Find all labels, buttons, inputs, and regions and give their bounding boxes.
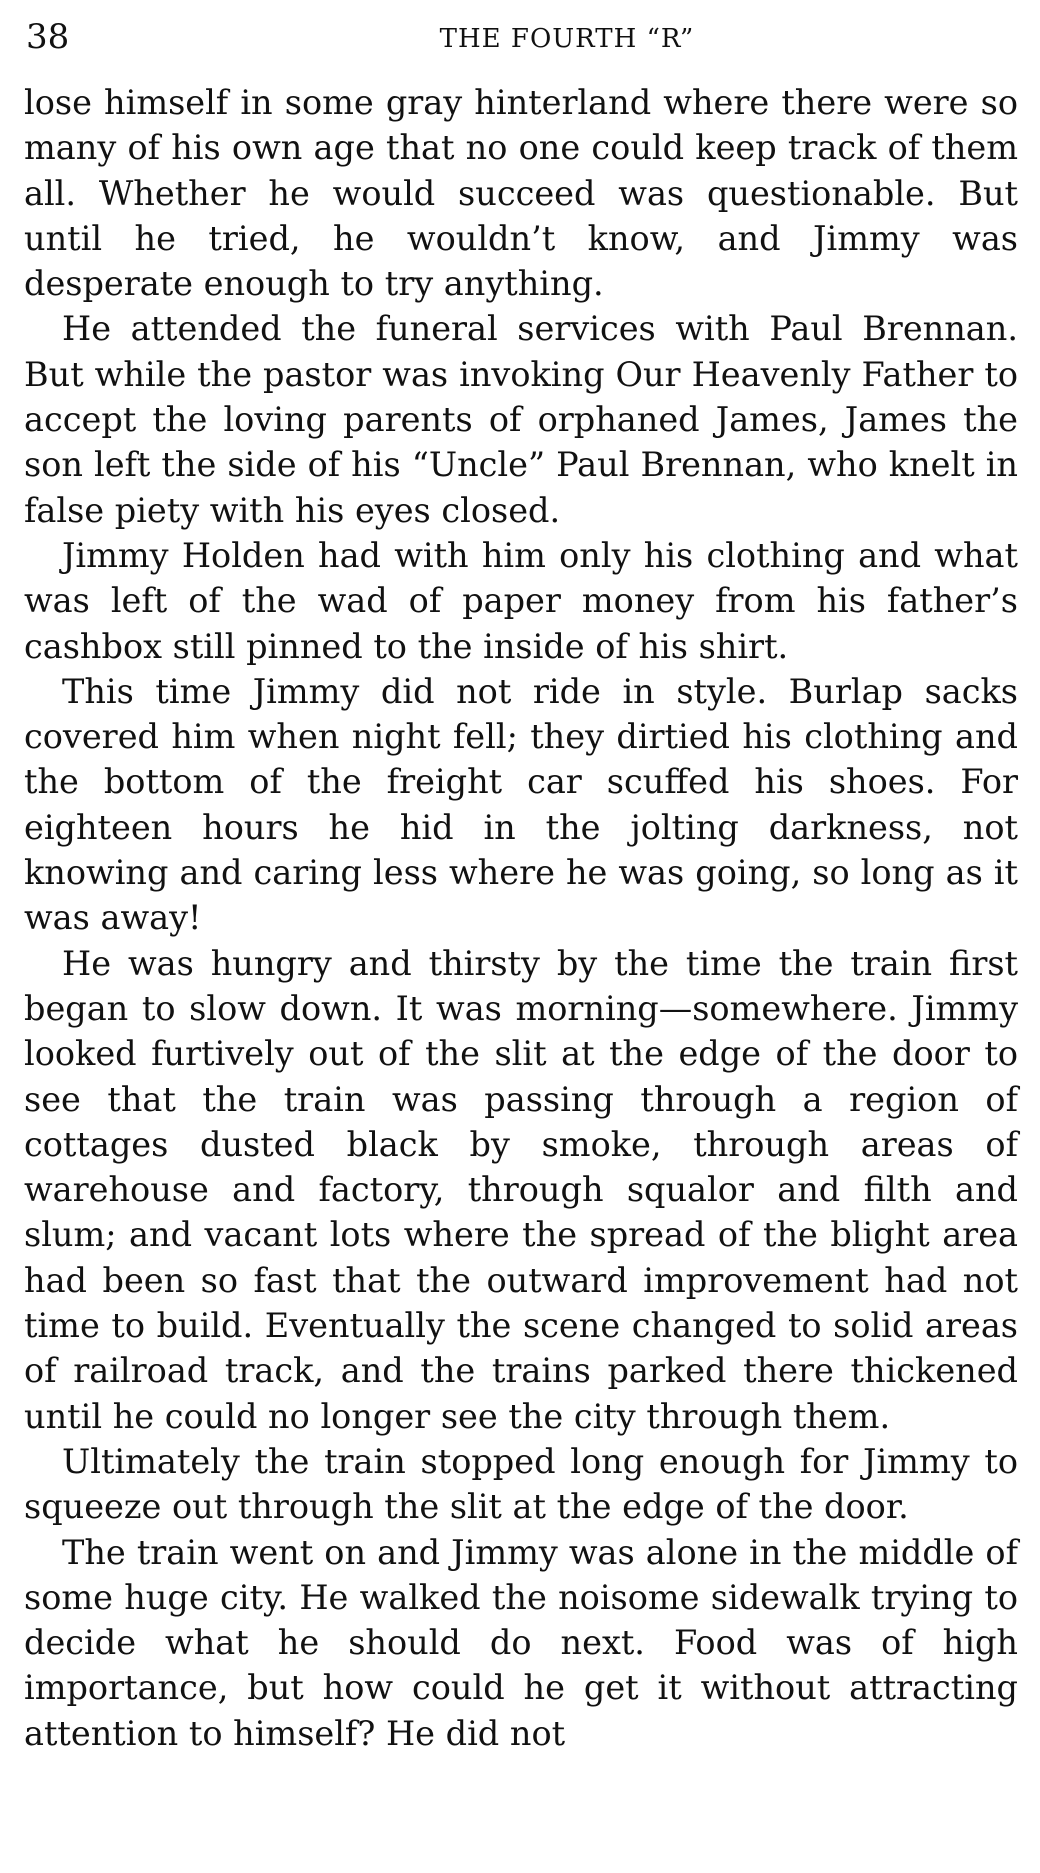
paragraph: This time Jimmy did not ride in style. Burlap sacks covered him when night fell; they dirtied his clothing and the bottom of the freight car scuffed his shoes. For eighteen hours he hid in the jolting darkness, not knowing and caring less where he was going, so long as it was away! [24,671,1018,938]
paragraph: lose himself in some gray hinterland where there were so many of his own age that no one could keep track of them all. Whether he would succeed was questionable. But until he tried, he wouldn’t know, and Jimmy was desperate enough to try anything. [24,83,1018,304]
paragraph: The train went on and Jimmy was alone in the middle of some huge city. He walked the noisome sidewalk trying to decide what he should do next. Food was of high importance, but how could he get it without attracting attention to himself? He did not [24,1532,1018,1753]
running-title: THE FOURTH “R” [439,24,695,54]
paragraph: Ultimately the train stopped long enough for Jimmy to squeeze out through the slit at the edge of the door. [24,1441,1018,1527]
body-text [24,80,1018,1756]
page-header [22,14,1022,58]
paragraph: He attended the funeral services with Paul Brennan. But while the pastor was invoking Our Heavenly Father to accept the loving parents of orphaned James, James the son left the side of his “Uncle” Paul Brennan, who knelt in false piety with his eyes closed. [24,309,1018,530]
paragraph: He was hungry and thirsty by the time the train first began to slow down. It was morning—somewhere. Jimmy looked furtively out of the slit at the edge of the door to see that the train was passing through a region of cottages dusted black by smoke, through areas of warehouse and factory, through squalor and filth and slum; and vacant lots where the spread of the blight area had been so fast that the outward improvement had not time to build. Eventually the scene changed to solid areas of railroad track, and the trains parked there thickened until he could no longer see the city through them. [24,943,1018,1436]
page-number: 38 [26,17,70,57]
paragraph: Jimmy Holden had with him only his clothing and what was left of the wad of paper money from his father’s cashbox still pinned to the inside of his shirt. [24,535,1018,666]
